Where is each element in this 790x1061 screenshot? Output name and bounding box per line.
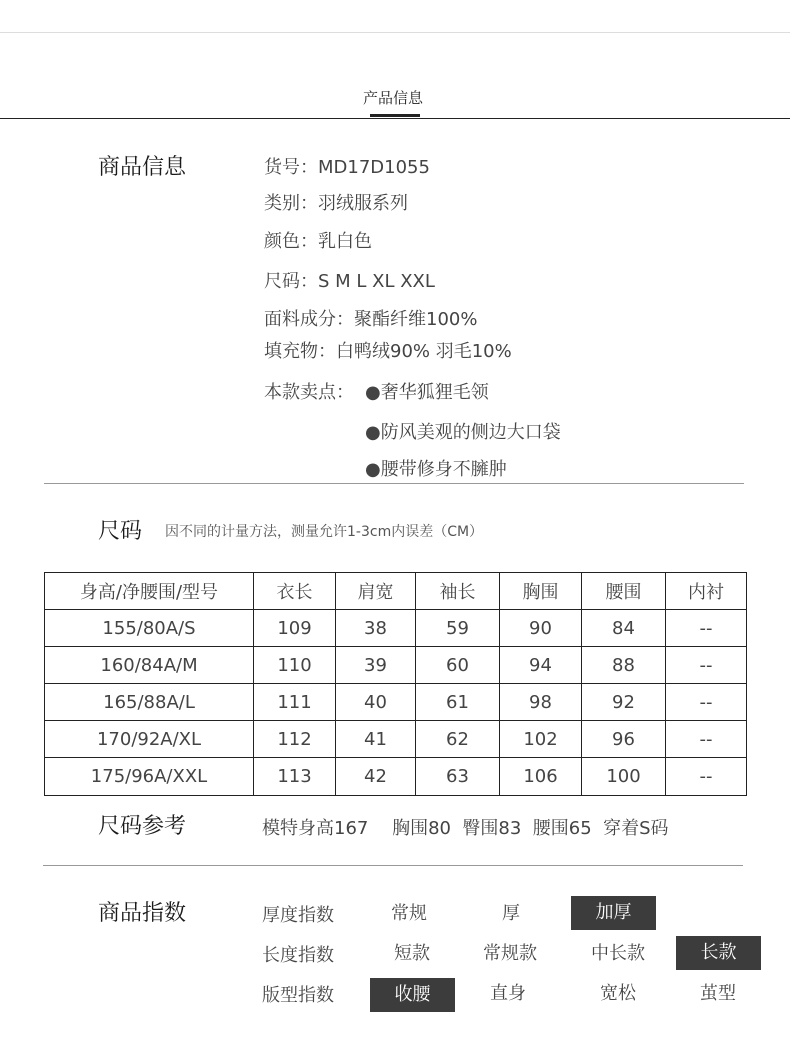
table-cell: 111 [254,684,336,721]
table-cell: 38 [336,610,416,647]
table-cell: 63 [416,758,500,796]
table-cell: 59 [416,610,500,647]
top-divider [0,32,790,33]
index-option: 宽松 [600,983,636,1004]
table-cell: 96 [582,721,666,758]
size-title: 尺码 [98,519,143,544]
table-cell: 155/80A/S [45,610,254,647]
table-cell: 170/92A/XL [45,721,254,758]
index-option: 直身 [490,983,526,1004]
table-cell: 84 [582,610,666,647]
index-option: 常规款 [483,943,537,964]
table-header-cell: 袖长 [416,573,500,610]
table-header-cell: 衣长 [254,573,336,610]
table-row [45,758,747,796]
product-info-title: 商品信息 [98,155,187,180]
tab-label: 产品信息 [362,89,423,107]
index-option: 短款 [394,943,430,964]
table-row [45,684,747,721]
table-cell: 112 [254,721,336,758]
table-row [45,647,747,684]
index-option: 茧型 [700,983,736,1004]
table-cell: 61 [416,684,500,721]
selling-point: ●腰带修身不臃肿 [365,459,507,480]
table-cell: 42 [336,758,416,796]
section-divider [44,483,744,484]
header-divider [0,118,790,119]
index-label-length: 长度指数 [262,945,334,966]
index-title: 商品指数 [98,901,187,926]
table-cell: 88 [582,647,666,684]
size-table [44,572,747,796]
table-cell: 100 [582,758,666,796]
selling-point: ●防风美观的侧边大口袋 [365,422,561,443]
index-label-fit: 版型指数 [262,985,334,1006]
table-header-row [45,573,747,610]
table-cell: 40 [336,684,416,721]
selling-point: ●奢华狐狸毛领 [365,382,489,403]
index-option: 厚 [502,903,520,924]
table-cell: 165/88A/L [45,684,254,721]
info-line-filling: 填充物：白鸭绒90% 羽毛10% [264,341,512,362]
table-header-cell: 身高/净腰围/型号 [45,573,254,610]
tab-underline [370,114,420,117]
info-line-sizes: 尺码：S M L XL XXL [264,271,435,292]
info-line-item-no: 货号：MD17D1055 [264,157,430,178]
size-ref-text: 模特身高167 胸围80 臀围83 腰围65 穿着S码 [262,818,669,839]
table-cell: 110 [254,647,336,684]
table-cell: 98 [500,684,582,721]
table-cell: 109 [254,610,336,647]
table-cell: 160/84A/M [45,647,254,684]
table-header-cell: 肩宽 [336,573,416,610]
section-divider [43,865,743,866]
table-cell: 113 [254,758,336,796]
table-cell: 62 [416,721,500,758]
index-label-thickness: 厚度指数 [262,905,334,926]
selling-points-label: 本款卖点： [264,382,354,403]
size-ref-title: 尺码参考 [98,814,187,839]
table-cell: 92 [582,684,666,721]
table-cell: -- [666,684,747,721]
info-line-category: 类别：羽绒服系列 [264,193,408,214]
table-header-cell: 内衬 [666,573,747,610]
table-row [45,721,747,758]
table-cell: 106 [500,758,582,796]
size-note: 因不同的计量方法，测量允许1-3cm内误差（CM） [165,524,484,540]
table-cell: 102 [500,721,582,758]
index-option-selected: 加厚 [571,896,656,930]
table-cell: -- [666,610,747,647]
table-header-cell: 胸围 [500,573,582,610]
table-cell: -- [666,647,747,684]
table-cell: 60 [416,647,500,684]
table-cell: 94 [500,647,582,684]
table-cell: 41 [336,721,416,758]
index-option: 中长款 [591,943,645,964]
info-line-fabric: 面料成分：聚酯纤维100% [264,309,478,330]
table-cell: -- [666,721,747,758]
table-cell: -- [666,758,747,796]
info-line-color: 颜色：乳白色 [264,231,372,252]
table-row [45,610,747,647]
table-cell: 175/96A/XXL [45,758,254,796]
table-header-cell: 腰围 [582,573,666,610]
table-cell: 90 [500,610,582,647]
index-option-selected: 长款 [676,936,761,970]
table-cell: 39 [336,647,416,684]
index-option: 常规 [391,903,427,924]
index-option-selected: 收腰 [370,978,455,1012]
